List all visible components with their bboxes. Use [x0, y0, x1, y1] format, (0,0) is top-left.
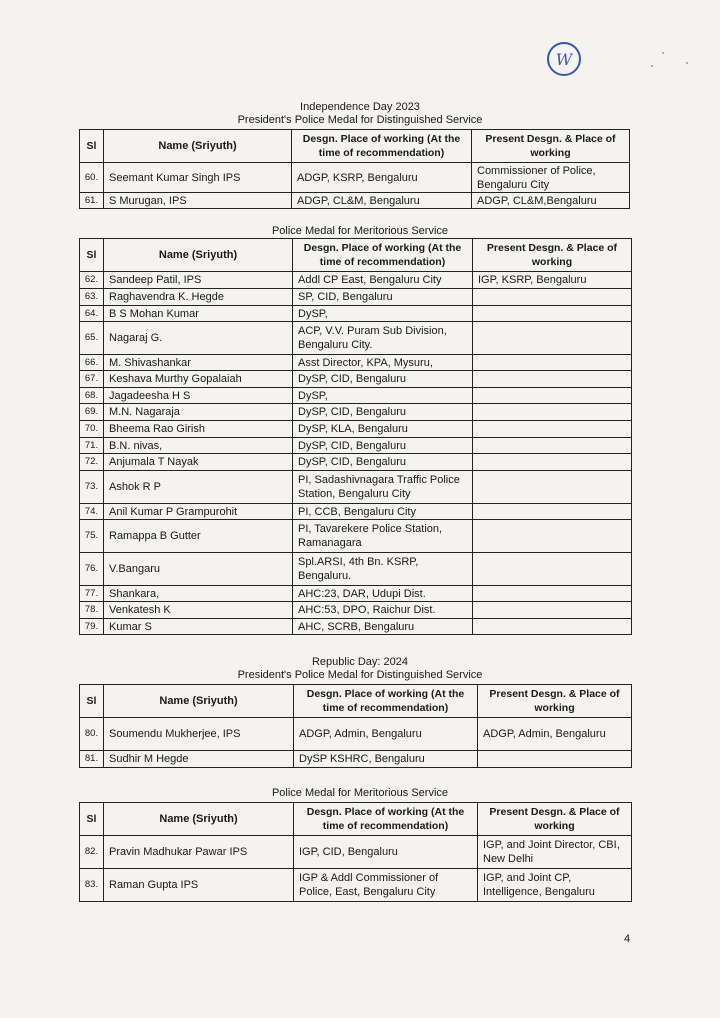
cell-name: M. Shivashankar [104, 355, 293, 371]
cell-desgn: DySP, CID, Bengaluru [293, 438, 473, 454]
table-row [80, 454, 632, 471]
cell-sl: 70. [80, 421, 104, 438]
cell-name: Nagaraj G. [104, 322, 293, 355]
header-name: Name (Sriyuth) [104, 239, 293, 272]
table-row [80, 438, 632, 454]
table-row [80, 322, 632, 355]
cell-desgn: DySP, CID, Bengaluru [293, 371, 473, 388]
cell-name: Keshava Murthy Gopalaiah [104, 371, 293, 388]
section-title: Republic Day: 2024 [311, 656, 408, 668]
cell-sl: 73. [80, 471, 104, 504]
cell-name: Venkatesh K [104, 602, 293, 619]
cell-desgn: DySP, CID, Bengaluru [293, 404, 473, 421]
cell-name: V.Bangaru [104, 553, 293, 586]
table-row [80, 869, 632, 902]
cell-present [473, 355, 632, 371]
header-sl: Sl [80, 803, 104, 836]
cell-name: Seemant Kumar Singh IPS [104, 163, 292, 193]
cell-sl: 81. [80, 751, 104, 768]
cell-present [478, 751, 632, 768]
cell-sl: 76. [80, 553, 104, 586]
header-sl: Sl [80, 130, 104, 163]
table-row [80, 371, 632, 388]
table-header-row [80, 130, 630, 163]
cell-present [473, 520, 632, 553]
header-present: Present Desgn. & Place of working [472, 130, 630, 163]
cell-desgn: DySP, KLA, Bengaluru [293, 421, 473, 438]
cell-name: B.N. nivas, [104, 438, 293, 454]
header-desgn: Desgn. Place of working (At the time of recommendation) [294, 803, 478, 836]
cell-sl: 77. [80, 586, 104, 602]
table-row [80, 520, 632, 553]
cell-present [473, 322, 632, 355]
table-row [80, 471, 632, 504]
table-row [80, 421, 632, 438]
cell-present [473, 421, 632, 438]
table-row [80, 718, 632, 751]
cell-name: Anjumala T Nayak [104, 454, 293, 471]
header-desgn: Desgn. Place of working (At the time of recommendation) [292, 130, 472, 163]
cell-desgn: ACP, V.V. Puram Sub Division, Bengaluru City. [293, 322, 473, 355]
cell-sl: 83. [80, 869, 104, 902]
cell-present [473, 438, 632, 454]
header-sl: Sl [80, 685, 104, 718]
cell-present [473, 289, 632, 306]
cell-desgn: AHC:23, DAR, Udupi Dist. [293, 586, 473, 602]
cell-present [473, 553, 632, 586]
cell-desgn: ADGP, Admin, Bengaluru [294, 718, 478, 751]
cell-sl: 80. [80, 718, 104, 751]
header-present: Present Desgn. & Place of working [478, 685, 632, 718]
cell-name: Ramappa B Gutter [104, 520, 293, 553]
cell-sl: 74. [80, 504, 104, 520]
cell-present: ADGP, Admin, Bengaluru [478, 718, 632, 751]
cell-name: S Murugan, IPS [104, 193, 292, 209]
section-heading [0, 787, 720, 800]
page-number: 4 [624, 933, 631, 945]
section-heading [0, 225, 720, 238]
table-header-row [80, 239, 632, 272]
cell-present [473, 371, 632, 388]
cell-present [473, 602, 632, 619]
cell-desgn: SP, CID, Bengaluru [293, 289, 473, 306]
table-header-row [80, 803, 632, 836]
cell-sl: 75. [80, 520, 104, 553]
cell-present: ADGP, CL&M,Bengaluru [472, 193, 630, 209]
medal-table [79, 802, 632, 902]
cell-present: IGP, and Joint CP, Intelligence, Bengaluru [478, 869, 632, 902]
table-row [80, 388, 632, 404]
cell-name: Sandeep Patil, IPS [104, 272, 293, 289]
cell-desgn: DySP, [293, 306, 473, 322]
cell-sl: 61. [80, 193, 104, 209]
table-row [80, 586, 632, 602]
cell-desgn: AHC, SCRB, Bengaluru [293, 619, 473, 635]
medal-table [79, 129, 630, 209]
section-title: Police Medal for Meritorious Service [271, 225, 449, 237]
header-desgn: Desgn. Place of working (At the time of recommendation) [294, 685, 478, 718]
header-desgn: Desgn. Place of working (At the time of recommendation) [293, 239, 473, 272]
cell-name: B S Mohan Kumar [104, 306, 293, 322]
scan-speck [686, 62, 688, 64]
cell-present [473, 404, 632, 421]
cell-present [473, 471, 632, 504]
cell-desgn: Asst Director, KPA, Mysuru, [293, 355, 473, 371]
cell-desgn: AHC:53, DPO, Raichur Dist. [293, 602, 473, 619]
table-row [80, 836, 632, 869]
table-row [80, 306, 632, 322]
scan-speck [651, 65, 653, 67]
table-row [80, 404, 632, 421]
table-row [80, 602, 632, 619]
medal-table [79, 238, 632, 635]
cell-present [473, 619, 632, 635]
section-heading [0, 656, 720, 682]
header-name: Name (Sriyuth) [104, 803, 294, 836]
cell-present [473, 454, 632, 471]
cell-sl: 68. [80, 388, 104, 404]
table-row [80, 193, 630, 209]
cell-sl: 82. [80, 836, 104, 869]
section-heading [0, 101, 720, 127]
table-row [80, 553, 632, 586]
page-stamp: W [547, 42, 581, 76]
cell-name: Shankara, [104, 586, 293, 602]
header-sl: Sl [80, 239, 104, 272]
section-title: Independence Day 2023 [300, 101, 420, 113]
cell-name: Raghavendra K. Hegde [104, 289, 293, 306]
section-subtitle: President's Police Medal for Distinguished Service [237, 669, 483, 681]
table-row [80, 272, 632, 289]
cell-desgn: DySP, [293, 388, 473, 404]
table-row [80, 355, 632, 371]
cell-desgn: ADGP, KSRP, Bengaluru [292, 163, 472, 193]
table-row [80, 619, 632, 635]
cell-sl: 69. [80, 404, 104, 421]
cell-name: Soumendu Mukherjee, IPS [104, 718, 294, 751]
cell-name: Anil Kumar P Grampurohit [104, 504, 293, 520]
section-title: Police Medal for Meritorious Service [271, 787, 449, 799]
cell-desgn: PI, Sadashivnagara Traffic Police Station, Bengaluru City [293, 471, 473, 504]
header-name: Name (Sriyuth) [104, 130, 292, 163]
cell-present [473, 504, 632, 520]
cell-name: Pravin Madhukar Pawar IPS [104, 836, 294, 869]
cell-name: Ashok R P [104, 471, 293, 504]
cell-sl: 65. [80, 322, 104, 355]
cell-desgn: Spl.ARSI, 4th Bn. KSRP, Bengaluru. [293, 553, 473, 586]
cell-sl: 71. [80, 438, 104, 454]
cell-desgn: IGP & Addl Commissioner of Police, East, Bengaluru City [294, 869, 478, 902]
cell-sl: 79. [80, 619, 104, 635]
table-header-row [80, 685, 632, 718]
cell-present [473, 586, 632, 602]
cell-present [473, 388, 632, 404]
header-present: Present Desgn. & Place of working [478, 803, 632, 836]
header-present: Present Desgn. & Place of working [473, 239, 632, 272]
cell-name: Kumar S [104, 619, 293, 635]
table-row [80, 751, 632, 768]
cell-sl: 64. [80, 306, 104, 322]
cell-name: Raman Gupta IPS [104, 869, 294, 902]
cell-desgn: DySP, CID, Bengaluru [293, 454, 473, 471]
cell-name: Bheema Rao Girish [104, 421, 293, 438]
cell-sl: 78. [80, 602, 104, 619]
cell-sl: 62. [80, 272, 104, 289]
section-subtitle: President's Police Medal for Distinguished Service [237, 114, 483, 126]
cell-desgn: PI, CCB, Bengaluru City [293, 504, 473, 520]
cell-desgn: IGP, CID, Bengaluru [294, 836, 478, 869]
cell-name: M.N. Nagaraja [104, 404, 293, 421]
scan-speck [662, 52, 664, 54]
cell-sl: 72. [80, 454, 104, 471]
cell-sl: 63. [80, 289, 104, 306]
table-row [80, 504, 632, 520]
cell-desgn: Addl CP East, Bengaluru City [293, 272, 473, 289]
table-row [80, 289, 632, 306]
cell-desgn: ADGP, CL&M, Bengaluru [292, 193, 472, 209]
cell-sl: 60. [80, 163, 104, 193]
cell-name: Jagadeesha H S [104, 388, 293, 404]
medal-table [79, 684, 632, 768]
cell-present: IGP, and Joint Director, CBI, New Delhi [478, 836, 632, 869]
table-row [80, 163, 630, 193]
cell-desgn: PI, Tavarekere Police Station, Ramanagara [293, 520, 473, 553]
cell-present: Commissioner of Police, Bengaluru City [472, 163, 630, 193]
cell-name: Sudhir M Hegde [104, 751, 294, 768]
cell-present [473, 306, 632, 322]
cell-sl: 67. [80, 371, 104, 388]
cell-desgn: DySP KSHRC, Bengaluru [294, 751, 478, 768]
cell-sl: 66. [80, 355, 104, 371]
header-name: Name (Sriyuth) [104, 685, 294, 718]
cell-present: IGP, KSRP, Bengaluru [473, 272, 632, 289]
